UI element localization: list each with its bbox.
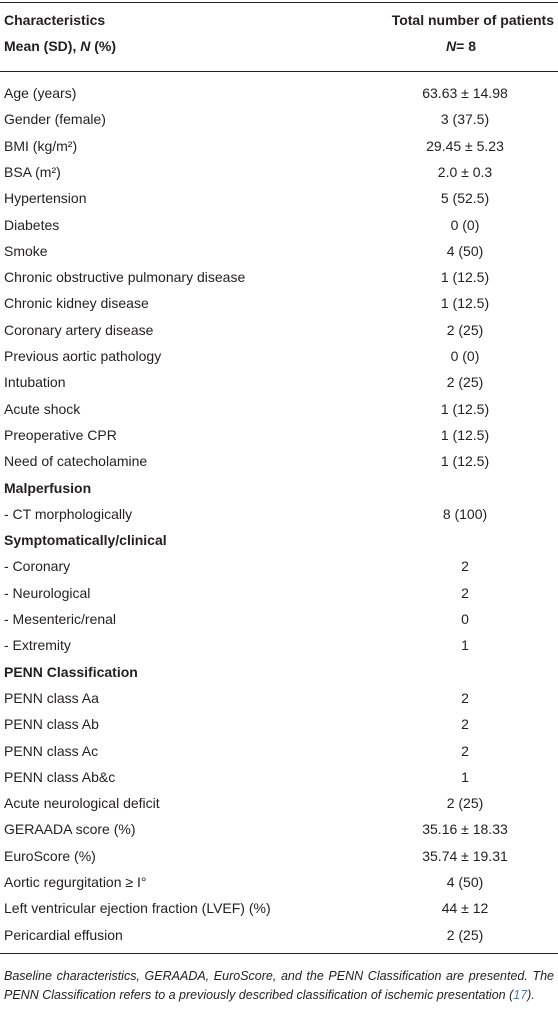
- table-row: [4, 343, 554, 369]
- table-row: [4, 396, 554, 422]
- row-label: Diabetes: [4, 216, 60, 233]
- table-row: [4, 580, 554, 606]
- row-label: PENN class Ab&c: [4, 768, 116, 785]
- section-header-row: [4, 527, 554, 553]
- row-label: BSA (m²): [4, 163, 61, 180]
- row-value: 35.74 ± 19.31: [422, 847, 508, 864]
- row-label: PENN class Aa: [4, 689, 99, 706]
- row-label: Age (years): [4, 85, 77, 101]
- row-label: Pericardial effusion: [4, 926, 123, 943]
- table-caption: Baseline characteristics, GERAADA, EuroScore, and the PENN Classification are presented. The PENN Classification refers to a previously described classification of ischemic presentation (17).: [4, 969, 554, 1002]
- row-value: 8 (100): [442, 505, 488, 522]
- table-row: [4, 764, 554, 790]
- table-row: [4, 317, 554, 343]
- row-label: GERAADA score (%): [4, 821, 136, 838]
- row-label: Need of catecholamine: [4, 453, 148, 470]
- row-label: Malperfusion: [4, 479, 92, 496]
- row-value: 1 (12.5): [440, 269, 490, 286]
- table-row: [4, 790, 554, 816]
- row-label: - Coronary: [4, 558, 71, 575]
- row-label: PENN class Ac: [4, 742, 99, 759]
- row-label: Chronic obstructive pulmonary disease: [4, 269, 246, 286]
- table-row: [4, 448, 554, 474]
- row-label: - Extremity: [4, 637, 71, 654]
- row-value: 2 (25): [446, 795, 484, 812]
- table-row: [4, 843, 554, 869]
- header-rule: [0, 71, 558, 72]
- table-row: [4, 80, 554, 106]
- row-value: 1: [461, 637, 469, 654]
- row-value: 4 (50): [446, 874, 484, 890]
- table-row: [4, 238, 554, 264]
- row-value: 35.16 ± 18.33: [422, 821, 508, 838]
- row-label: - CT morphologically: [4, 505, 133, 522]
- row-value: 2.0 ± 0.3: [437, 163, 493, 180]
- row-label: BMI (kg/m²): [4, 137, 78, 154]
- table-row: [4, 606, 554, 632]
- row-label: Chronic kidney disease: [4, 295, 149, 312]
- table-row: [4, 290, 554, 316]
- row-value: 63.63 ± 14.98: [422, 85, 508, 101]
- table-row: [4, 632, 554, 658]
- row-value: 2 (25): [446, 321, 484, 338]
- row-label: Previous aortic pathology: [4, 348, 162, 364]
- row-value: 1 (12.5): [440, 426, 490, 443]
- table-row: [4, 895, 554, 921]
- row-value: 2 (25): [446, 374, 484, 391]
- table-row: [4, 922, 554, 948]
- row-value: 1 (12.5): [440, 400, 490, 417]
- row-value: 1 (12.5): [440, 295, 490, 312]
- top-rule: [0, 2, 558, 3]
- row-label: Coronary artery disease: [4, 321, 154, 338]
- table-row: [4, 422, 554, 448]
- row-value: 2: [461, 558, 469, 575]
- row-label: Preoperative CPR: [4, 426, 117, 443]
- table-row: [4, 501, 554, 527]
- row-value: 44 ± 12: [441, 900, 489, 917]
- table-row: [4, 711, 554, 737]
- header-total-patients: Total number of patients: [391, 12, 554, 28]
- table-row: [4, 133, 554, 159]
- table-row: [4, 159, 554, 185]
- header-n-value: N= 8: [446, 38, 476, 54]
- header-characteristics: Characteristics: [4, 12, 106, 28]
- row-value: 2 (25): [446, 926, 484, 943]
- row-label: Intubation: [4, 374, 66, 391]
- table-row: [4, 553, 554, 579]
- row-value: 1: [461, 768, 469, 785]
- row-value: 2: [461, 689, 469, 706]
- table-row: [4, 685, 554, 711]
- row-value: 3 (37.5): [440, 111, 490, 128]
- row-label: Acute neurological deficit: [4, 795, 160, 812]
- row-value: 0: [461, 611, 469, 627]
- row-label: PENN class Ab: [4, 716, 99, 733]
- row-value: 4 (50): [446, 242, 484, 259]
- table-row: [4, 264, 554, 290]
- table-row: [4, 816, 554, 842]
- row-label: - Mesenteric/renal: [4, 611, 117, 627]
- table-row: [4, 869, 554, 895]
- row-label: - Neurological: [4, 584, 91, 601]
- row-label: Symptomatically/clinical: [4, 532, 167, 549]
- row-label: Left ventricular ejection fraction (LVEF) (%): [4, 900, 271, 917]
- row-value: 5 (52.5): [440, 190, 490, 207]
- table-row: [4, 106, 554, 132]
- table-row: [4, 369, 554, 395]
- row-value: 2: [461, 742, 469, 759]
- section-header-row: [4, 475, 554, 501]
- row-value: 29.45 ± 5.23: [426, 137, 504, 154]
- table-row: [4, 212, 554, 238]
- row-value: 1 (12.5): [440, 453, 490, 470]
- row-label: EuroScore (%): [4, 847, 96, 864]
- row-label: PENN Classification: [4, 663, 138, 680]
- row-label: Acute shock: [4, 400, 81, 417]
- bottom-rule: [0, 953, 558, 954]
- row-label: Hypertension: [4, 190, 87, 207]
- row-value: 0 (0): [450, 216, 480, 233]
- table-row: [4, 185, 554, 211]
- row-value: 2: [461, 584, 469, 601]
- row-value: 0 (0): [450, 348, 480, 364]
- row-value: 2: [461, 716, 469, 733]
- row-label: Gender (female): [4, 111, 106, 128]
- section-header-row: [4, 659, 554, 685]
- table-row: [4, 738, 554, 764]
- header-mean-sd: Mean (SD), N (%): [4, 38, 117, 54]
- row-label: Aortic regurgitation ≥ I°: [4, 874, 147, 890]
- row-label: Smoke: [4, 242, 48, 259]
